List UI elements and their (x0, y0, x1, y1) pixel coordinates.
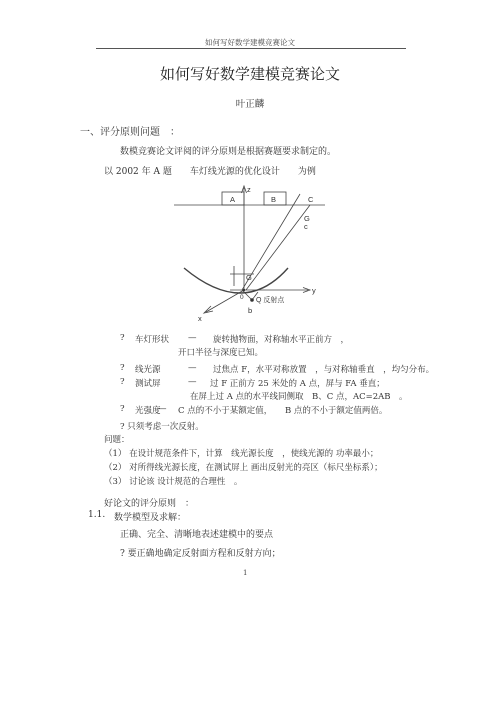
bullet-text: 旋转抛物面，对称轴水平正前方 ， (213, 335, 350, 345)
label-z: z (247, 185, 251, 194)
problem-item: （1） 在设计规范条件下，计算 线光源长度 ，使线光源的 功率最小； (104, 449, 379, 459)
reflection-point (250, 298, 254, 302)
bullet-text: C 点的不小于某额定值， B 点的不小于额定值两倍。 (178, 406, 388, 416)
label-G-lower: G (246, 273, 252, 282)
section-heading: 一、评分原则问题 ： (80, 127, 180, 138)
intro-paragraph: 数模竞赛论文评阅的评分原则是根据赛题要求制定的。 (120, 147, 337, 157)
problem-item: （2） 对所得线光源长度，在测试屏上 画出反射光的亮区（标尺坐标系）； (104, 463, 383, 473)
origin-point (243, 289, 245, 291)
label-B: B (271, 195, 277, 204)
subsection-number: 1.1. (88, 510, 106, 520)
bullet-mark: ? (120, 333, 125, 343)
header-rule (96, 48, 406, 49)
bullet-dash: — (158, 404, 167, 414)
label-c: c (304, 222, 308, 231)
label-x: x (198, 314, 202, 323)
bullet-mark: ? (120, 404, 125, 414)
bullet-text: 过焦点 F，水平对称放置 ，与对称轴垂直 ，均匀分布。 (213, 365, 435, 375)
document-title: 如何写好数学建模竞赛论文 (159, 65, 340, 83)
page-number: 1 (243, 569, 248, 577)
bullet-mark: ? (120, 363, 125, 373)
bullet-term: 车灯形状 (135, 335, 170, 345)
label-G-upper: G (304, 214, 310, 223)
author: 叶正麟 (235, 99, 265, 110)
bullet-text: 过 F 正前方 25 米处的 A 点，屏与 FA 垂直； (210, 379, 385, 389)
bullet-mark: ? (120, 377, 125, 387)
bullet-dash: — (188, 363, 197, 373)
label-b: b (248, 306, 253, 315)
label-C: C (308, 195, 314, 204)
bullet-continuation: 开口半径与深度已知。 (178, 348, 264, 358)
problem-item: （3） 讨论该 设计规范的合理性 。 (104, 477, 243, 487)
bullet-term: 光强度 (135, 406, 161, 416)
bullet-dash: — (188, 377, 197, 387)
bullet-term: 线光源 (135, 365, 161, 375)
reflector-curve (184, 268, 288, 293)
subsection-text: 正确、完全、清晰地表述建模中的要点 (120, 530, 274, 540)
running-header: 如何写好数学建模竞赛论文 (205, 38, 295, 47)
label-y: y (312, 286, 316, 295)
good-paper-heading: 好论文的评分原则 ： (104, 499, 195, 509)
headlight-diagram (170, 178, 335, 326)
bullet-continuation: 在屏上过 A 点的水平线同侧取 B、C 点，AC=2AB 。 (190, 392, 408, 402)
label-Q: Q 反射点 (256, 297, 285, 304)
single-reflection-note: ? 只须考虑一次反射。 (120, 422, 204, 432)
bullet-dash: — (188, 333, 197, 343)
problems-label: 问题： (104, 435, 130, 445)
bullet-term: 测试屏 (135, 379, 161, 389)
label-A: A (230, 195, 236, 204)
label-zero: 0 (240, 294, 244, 301)
example-line: 以 2002 年 A 题 车灯线光源的优化设计 为例 (104, 167, 316, 177)
subsection-bullet: ? 要正确地确定反射面方程和反射方向； (120, 549, 281, 559)
x-arrow (204, 306, 213, 313)
subsection-heading: 数学模型及求解： (114, 513, 187, 523)
